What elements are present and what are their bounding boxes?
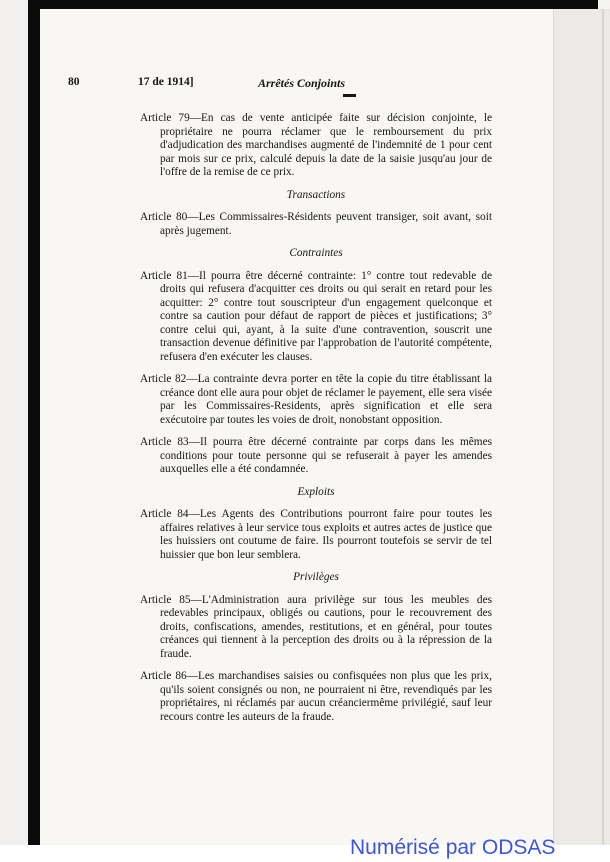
article-83: Article 83—Il pourra être décerné contrainte par corps dans les mêmes conditions pour toute personne qui se refuserait à payer les amendes auxquelles elle a été condamnée. <box>140 436 492 475</box>
article-79: Article 79—En cas de vente anticipée faite sur décision conjointe, le propriétaire ne pourra réclamer que le remboursement du prix d'adjudication des marchandises augmenté de l'indemnité de 1 pour cent par mois sur ce prix, calculé depuis la date de la saisie jusqu'au jour de l'offre de la remise de ce prix. <box>140 112 492 178</box>
article-80: Article 80—Les Commissaires-Résidents peuvent transiger, soit avant, soit après jugement. <box>140 211 492 237</box>
page-number: 80 <box>68 76 80 88</box>
article-82: Article 82—La contrainte devra porter en tête la copie du titre établissant la créance dont elle aura pour objet de réclamer le payement, elle sera visée par les Commissaires-Residents, après signification et elle sera exécutoire par toutes les voies de droit, nonobstant opposition. <box>140 373 492 426</box>
section-heading-contraintes: Contraintes <box>289 247 343 259</box>
article-81: Article 81—Il pourra être décerné contrainte: 1° contre tout redevable de droits qui refusera d'acquitter ces droits ou qui serait en retard pour les acquitter: 2° contre tout souscripteur d'un engagement quelconque et contre sa caution pour défaut de rapport de pièces et justifications; 3° contre celui qui, ayant, à la suite d'une contravention, souscrit une transaction devenue définitive par l'approbation de l'autorité compétente, refusera d'en exécuter les clauses. <box>140 269 492 363</box>
article-85: Article 85—L'Administration aura privilège sur tous les meubles des redevables principaux, obligés ou cautions, pour le recouvrement des droits, confiscations, amendes, restitutions, et en général, pour toutes créances qui tiennent à la perception des droits ou à la répression de la fraude. <box>140 593 492 660</box>
document-page <box>40 9 553 845</box>
scanner-edge-left <box>28 0 40 845</box>
scanner-edge-right <box>602 9 604 845</box>
watermark-text: Numérisé par ODSAS <box>350 836 556 859</box>
section-heading-transactions: Transactions <box>286 188 346 201</box>
page-header <box>40 76 553 96</box>
section-heading-privileges: Privilèges <box>293 571 339 583</box>
ink-smudge <box>343 94 356 97</box>
article-86: Article 86—Les marchandises saisies ou confisquées non plus que les prix, qu'ils soient consignés ou non, ne pourraient ni être, revendiqués par les propriétaires, ni réclamés par aucun créanciermême privilégié, sauf leur recours contre les auteurs de la fraude. <box>140 670 492 723</box>
section-heading-exploits: Exploits <box>297 485 335 498</box>
header-title: Arrêtés Conjoints <box>258 76 346 90</box>
page-body <box>140 112 492 733</box>
header-reference: 17 de 1914] <box>138 76 194 88</box>
scanner-edge-top <box>28 0 598 9</box>
scan-left-gutter <box>0 0 28 862</box>
article-84: Article 84—Les Agents des Contributions pourront faire pour toutes les affaires relatives à leur service tous exploits et autres actes de justice que les huissiers ont coutume de faire. Ils pourront toutefois se servir de tel huissier que bon leur semblera. <box>140 508 492 561</box>
